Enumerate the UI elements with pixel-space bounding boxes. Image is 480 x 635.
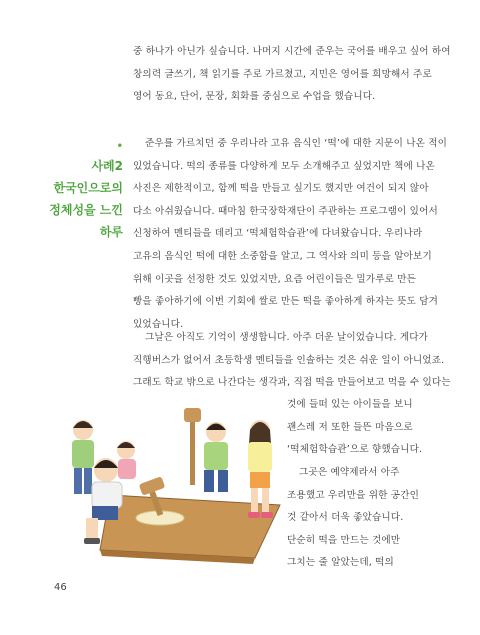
- text-line: 준우를 가르치던 중 우리나라 고유 음식인 ‘떡’에 대한 지문이 나온 적이: [145, 138, 448, 149]
- rice-cake-making-illustration: [40, 400, 285, 565]
- body-paragraph-continued: [287, 394, 452, 462]
- page-number: 46: [54, 582, 67, 593]
- text-line: 창의력 글쓰기, 책 읽기를 주로 가르쳤고, 지민은 영어를 희망해서 주로: [133, 68, 432, 80]
- text-line: 그날은 아직도 기억이 생생합니다. 아주 더운 날이었습니다. 게다가: [145, 332, 429, 343]
- text-line: 신청하여 멘티들을 데리고 ‘떡체험학습관’에 다녀왔습니다. 우리나라: [133, 228, 423, 240]
- text-line: 그래도 학교 밖으로 나간다는 생각과, 직접 떡을 만들어보고 먹을 수 있다는: [133, 377, 451, 389]
- case-title-line: 정체성을 느낀: [49, 203, 123, 217]
- case-title-line: 한국인으로의: [53, 181, 123, 195]
- text-line: 위해 이곳을 선정한 것도 있었지만, 요즘 어린이들은 밀가루로 만든: [133, 273, 417, 285]
- text-line: 고유의 음식인 떡에 대한 소중함을 알고, 그 역사와 의미 등을 알아보기: [133, 250, 432, 262]
- text-line: 중 하나가 아닌가 싶습니다. 나머지 시간에 준우는 국어를 배우고 싶어 하여: [133, 46, 451, 57]
- case-number: 사례2: [91, 159, 123, 173]
- text-line: 있었습니다.: [133, 318, 184, 330]
- body-paragraph: [133, 327, 451, 395]
- body-paragraph: [133, 133, 451, 336]
- text-line: 단순히 떡을 만드는 것에만: [287, 534, 401, 546]
- text-line: 것 같아서 더욱 좋았습니다.: [287, 512, 404, 524]
- intro-paragraph: [133, 41, 451, 109]
- body-paragraph: [287, 462, 452, 575]
- text-line: 다소 아쉬웠습니다. 때마침 한국장학재단이 주관하는 프로그램이 있어서: [133, 205, 438, 217]
- bullet-dot-icon: •: [116, 141, 123, 152]
- case-title-line: 하루: [99, 225, 123, 239]
- text-line: 그치는 줄 알았는데, 떡의: [287, 557, 394, 569]
- text-line: 괜스레 저 또한 들뜬 마음으로: [287, 421, 413, 433]
- text-line: 조용했고 우리만을 위한 공간인: [287, 489, 420, 501]
- text-line: 직행버스가 없어서 초등학생 멘티들을 인솔하는 것은 쉬운 일이 아니었죠.: [133, 354, 445, 366]
- text-line: 그곳은 예약제라서 아주: [299, 467, 400, 478]
- text-line: 있었습니다. 떡의 종류를 다양하게 모두 소개해주고 싶었지만 책에 나온: [133, 160, 435, 172]
- text-line: 사진은 제한적이고, 함께 떡을 만들고 싶기도 했지만 여건이 되지 않아: [133, 183, 429, 195]
- text-line: 영어 동요, 단어, 문장, 회화를 중심으로 수업을 했습니다.: [133, 91, 376, 103]
- text-line: 빵을 좋아하기에 이번 기회에 쌀로 만든 떡을 좋아하게 하자는 뜻도 담겨: [133, 296, 439, 308]
- case-sidebar-heading: [49, 142, 123, 243]
- text-line: 것에 들떠 있는 아이들을 보니: [287, 399, 413, 410]
- text-line: ‘떡체험학습관’으로 향했습니다.: [287, 444, 423, 456]
